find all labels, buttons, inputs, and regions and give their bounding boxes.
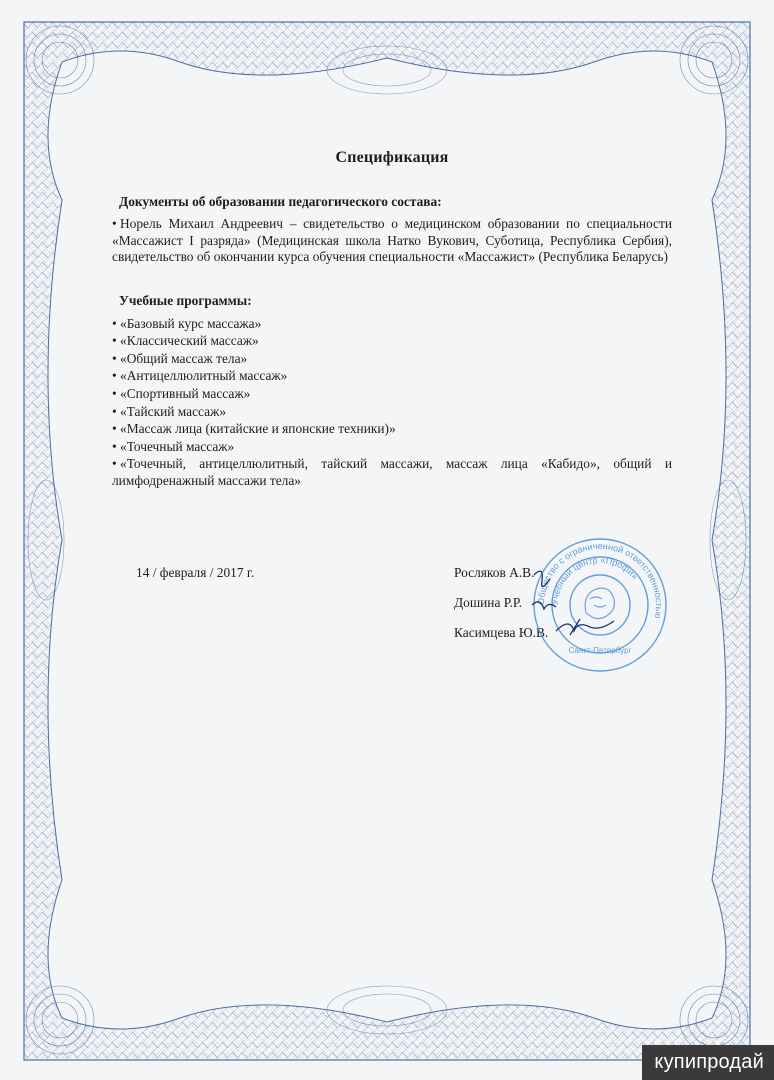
program-name: «Общий массаж тела» <box>120 350 248 366</box>
bullet-icon: • <box>112 385 117 401</box>
signatory-name: Дошина Р.Р. <box>454 595 523 610</box>
signatory-name: Росляков А.В. <box>454 565 535 580</box>
bullet-icon: • <box>112 456 117 472</box>
list-item <box>112 316 672 333</box>
list-item <box>112 386 672 403</box>
program-name: «Массаж лица (китайские и японские техники)» <box>120 421 396 437</box>
issue-date: 14 / февраля / 2017 г. <box>136 565 255 580</box>
bullet-icon: • <box>112 403 117 419</box>
programs-heading: Учебные программы: <box>119 292 252 308</box>
bullet-icon: • <box>112 315 117 331</box>
program-name: «Точечный, антицеллюлитный, тайский массажи, массаж лица «Кабидо», общий и лимфодренажный массажи тела» <box>112 456 672 488</box>
list-item <box>112 351 672 368</box>
stamp-outer-text: Общество с ограниченной ответственностью <box>535 540 665 620</box>
program-name: «Точечный массаж» <box>120 438 235 454</box>
teacher-text: Норель Михаил Андреевич – свидетельство о медицинском образовании по специальности «Массажист I разряда» (Медицинская школа Натко Вукович, Суботица, Республика Сербия), свидетельство об окончании курса обучения специальности «Массажист» (Республика Беларусь) <box>112 216 672 265</box>
teachers-heading: Документы об образовании педагогического состава: <box>119 193 442 209</box>
program-name: «Тайский массаж» <box>120 403 227 419</box>
programs-list <box>112 316 672 490</box>
bullet-icon: • <box>112 438 117 454</box>
list-item <box>112 404 672 421</box>
program-name: «Антицеллюлитный массаж» <box>120 368 288 384</box>
bullet-icon: • <box>112 368 117 384</box>
teacher-entry <box>112 216 672 266</box>
list-item <box>112 368 672 385</box>
watermark-badge: купипродай <box>642 1045 774 1080</box>
program-name: «Базовый курс массажа» <box>120 315 262 331</box>
signatory-name: Касимцева Ю.В. <box>454 625 549 640</box>
bullet-icon: • <box>112 421 117 437</box>
bullet-icon: • <box>112 350 117 366</box>
svg-text:Общество с ограниченной ответс <box>536 541 664 620</box>
seal-stamp <box>530 535 670 675</box>
list-item <box>112 456 672 489</box>
bullet-icon: • <box>112 333 117 349</box>
list-item <box>112 439 672 456</box>
list-item <box>112 421 672 438</box>
stamp-city: Санкт-Петербург <box>568 646 632 655</box>
program-name: «Спортивный массаж» <box>120 385 251 401</box>
list-item <box>112 333 672 350</box>
lion-emblem-icon <box>585 588 614 618</box>
document-title: Спецификация <box>335 149 449 166</box>
bullet-icon: • <box>112 216 117 232</box>
stamp-inner-text: Учебный центр «Профи» <box>549 554 641 606</box>
program-name: «Классический массаж» <box>120 333 259 349</box>
